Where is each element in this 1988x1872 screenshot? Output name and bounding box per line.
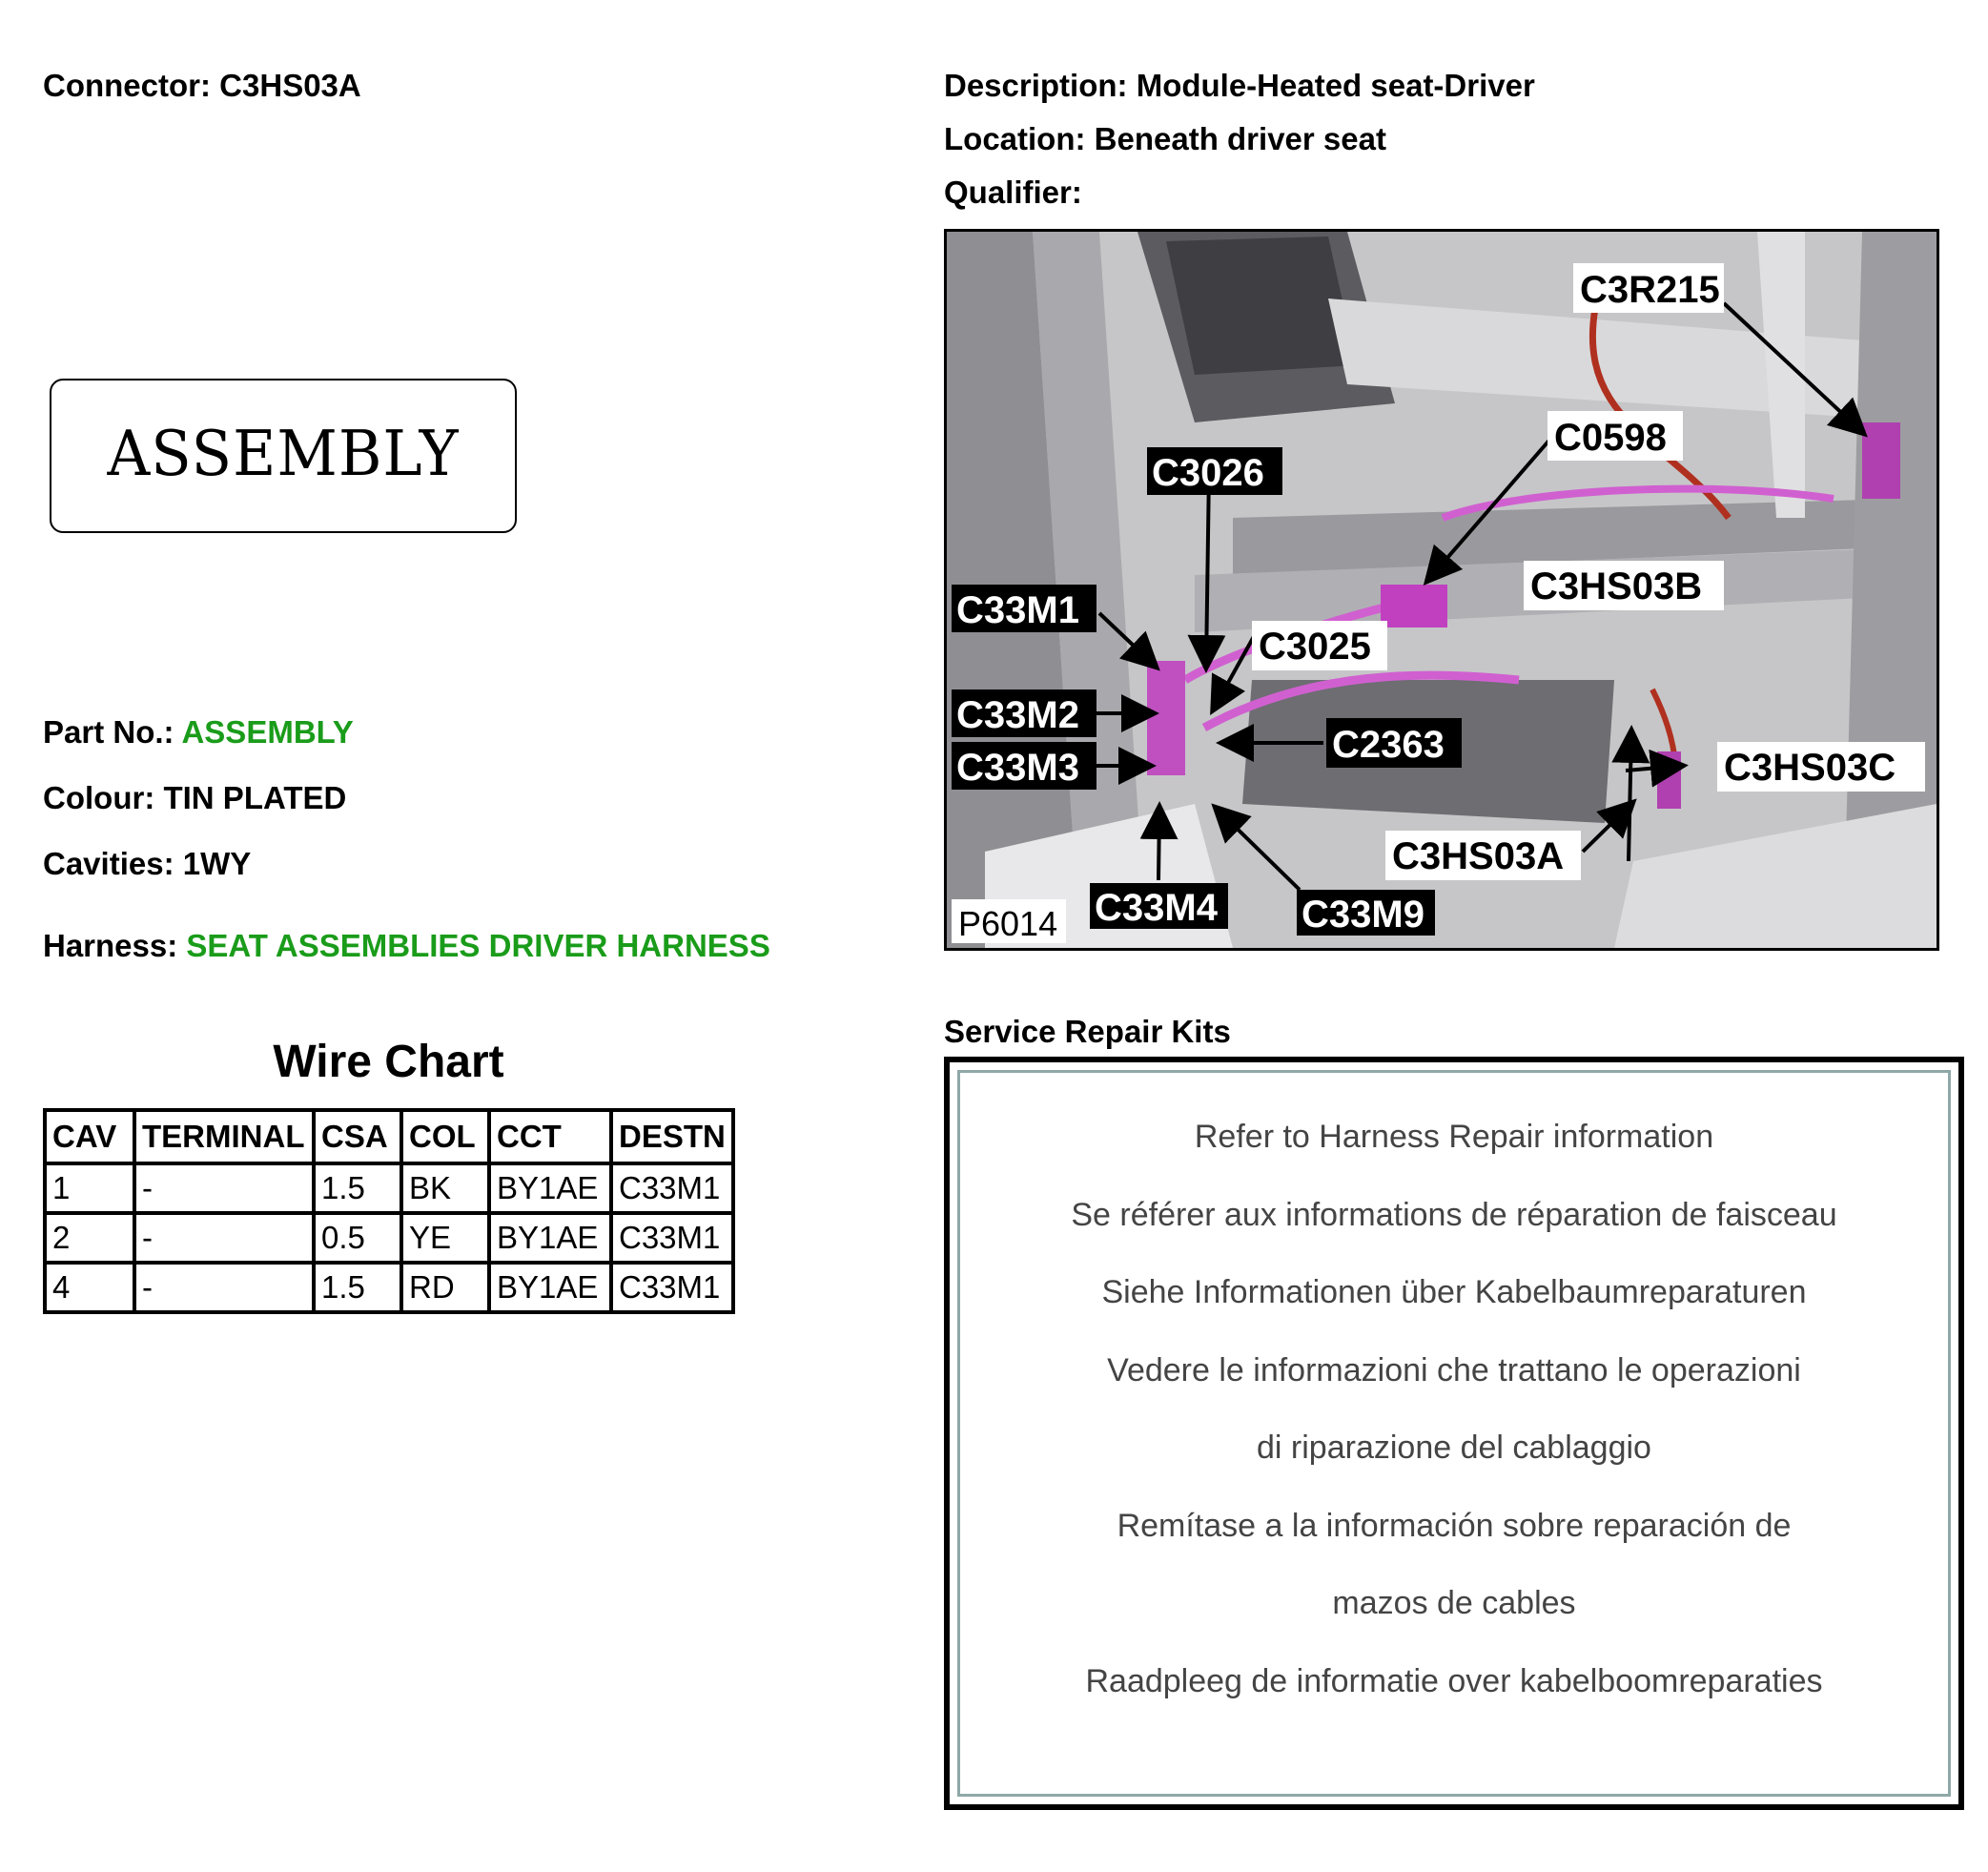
description-label: Description:: [944, 68, 1128, 103]
cell-cav: 2: [45, 1213, 134, 1263]
cell-col: RD: [401, 1263, 489, 1312]
header-destn: DESTN: [611, 1110, 733, 1163]
service-repair-box: [944, 1057, 1964, 1810]
cavities-value: 1WY: [182, 846, 252, 881]
cell-destn: C33M1: [611, 1213, 733, 1263]
cell-cav: 4: [45, 1263, 134, 1312]
service-repair-inner: [957, 1070, 1951, 1797]
cavities-label: Cavities:: [43, 846, 174, 881]
repair-line-es-1: Remítase a la información sobre reparación de: [1117, 1508, 1792, 1544]
cell-cav: 1: [45, 1163, 134, 1213]
location-diagram-svg: [947, 232, 1937, 948]
description-value: Module-Heated seat-Driver: [1136, 68, 1535, 103]
callout-c3026: C3026: [1152, 452, 1264, 494]
callout-c33m1: C33M1: [956, 589, 1079, 631]
part-no-link[interactable]: ASSEMBLY: [181, 714, 354, 750]
callout-c2363: C2363: [1332, 724, 1445, 766]
callout-c3hs03b: C3HS03B: [1530, 566, 1703, 607]
callout-c3025: C3025: [1259, 626, 1371, 668]
callout-c3r215: C3R215: [1580, 269, 1720, 311]
repair-line-it-2: di riparazione del cablaggio: [1257, 1430, 1651, 1466]
cell-csa: 1.5: [314, 1163, 401, 1213]
header-cct: CCT: [489, 1110, 611, 1163]
location-label: Location:: [944, 121, 1086, 156]
repair-line-de: Siehe Informationen über Kabelbaumreparaturen: [1101, 1274, 1807, 1310]
description-line: [944, 67, 1535, 105]
header-cav: CAV: [45, 1110, 134, 1163]
callout-c3hs03c: C3HS03C: [1724, 747, 1896, 789]
location-diagram: [944, 229, 1939, 951]
cell-terminal: -: [134, 1263, 314, 1312]
table-row: [45, 1163, 733, 1213]
connector-label: Connector:: [43, 68, 211, 103]
cell-col: YE: [401, 1213, 489, 1263]
diagram-code: P6014: [958, 904, 1058, 943]
cell-terminal: -: [134, 1213, 314, 1263]
wire-chart-table: [43, 1108, 735, 1314]
part-no-line: [43, 713, 354, 751]
header-csa: CSA: [314, 1110, 401, 1163]
location-value: Beneath driver seat: [1094, 121, 1386, 156]
service-repair-title: Service Repair Kits: [944, 1014, 1231, 1049]
table-row: [45, 1213, 733, 1263]
part-no-label: Part No.:: [43, 714, 174, 750]
cell-csa: 1.5: [314, 1263, 401, 1312]
cell-cct: BY1AE: [489, 1213, 611, 1263]
callout-c33m9: C33M9: [1301, 894, 1424, 936]
cell-col: BK: [401, 1163, 489, 1213]
callout-c0598: C0598: [1554, 417, 1667, 459]
harness-label: Harness:: [43, 928, 178, 963]
repair-line-nl: Raadpleeg de informatie over kabelboomreparaties: [1085, 1663, 1823, 1699]
repair-line-fr: Se référer aux informations de réparation de faisceau: [1071, 1197, 1837, 1233]
connector-image-placeholder: [50, 379, 517, 533]
repair-line-en: Refer to Harness Repair information: [1194, 1119, 1714, 1155]
wire-chart-title: Wire Chart: [273, 1037, 504, 1087]
cell-csa: 0.5: [314, 1213, 401, 1263]
colour-label: Colour:: [43, 780, 155, 815]
repair-line-it-1: Vedere le informazioni che trattano le operazioni: [1107, 1352, 1801, 1389]
callout-c33m2: C33M2: [956, 694, 1079, 736]
cell-destn: C33M1: [611, 1163, 733, 1213]
colour-value: TIN PLATED: [163, 780, 347, 815]
callout-c33m3: C33M3: [956, 747, 1079, 789]
callout-c3hs03a: C3HS03A: [1392, 835, 1565, 877]
table-row: [45, 1263, 733, 1312]
cavities-line: [43, 845, 251, 883]
cell-destn: C33M1: [611, 1263, 733, 1312]
callout-c33m4: C33M4: [1095, 887, 1218, 929]
wire-chart-header-row: [45, 1110, 733, 1163]
location-line: [944, 120, 1386, 158]
repair-line-es-2: mazos de cables: [1332, 1585, 1576, 1621]
header-terminal: TERMINAL: [134, 1110, 314, 1163]
connector-line: [43, 67, 361, 105]
cell-terminal: -: [134, 1163, 314, 1213]
assembly-label: ASSEMBLY: [107, 417, 460, 490]
colour-line: [43, 779, 346, 817]
cell-cct: BY1AE: [489, 1263, 611, 1312]
cell-cct: BY1AE: [489, 1163, 611, 1213]
qualifier-label: Qualifier:: [944, 175, 1082, 210]
connector-value: C3HS03A: [219, 68, 361, 103]
qualifier-line: [944, 174, 1082, 212]
header-col: COL: [401, 1110, 489, 1163]
harness-link[interactable]: SEAT ASSEMBLIES DRIVER HARNESS: [186, 928, 770, 963]
harness-line: [43, 927, 770, 965]
